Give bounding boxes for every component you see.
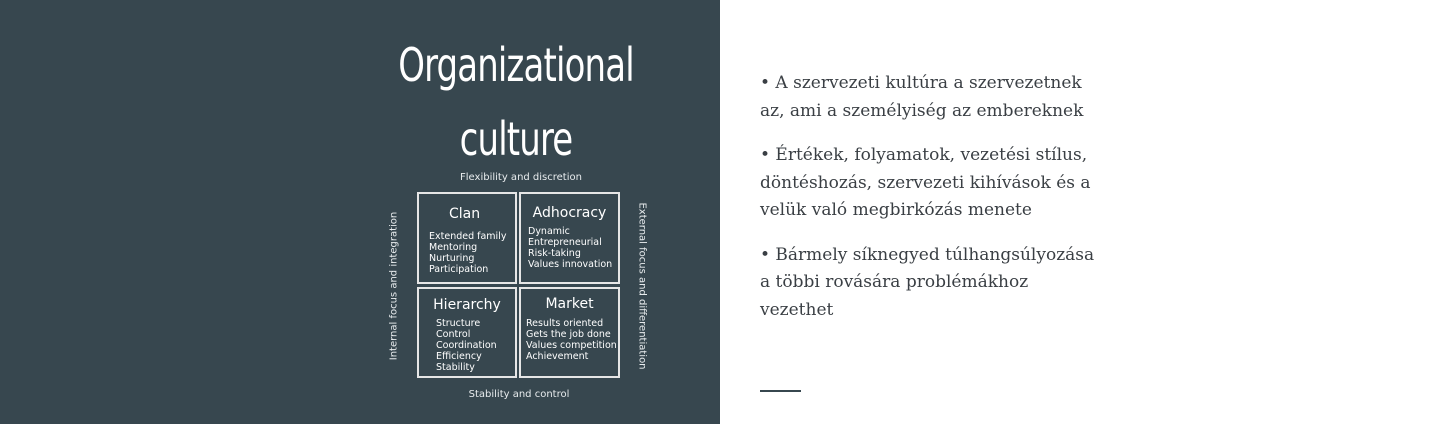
right-panel (720, 0, 1440, 424)
quadrant-item: Values innovation (528, 259, 613, 270)
axis-label-right: External focus and differentiation (636, 202, 648, 370)
quadrant-item: Nurturing (429, 253, 475, 264)
quadrant-title: Market (545, 296, 594, 312)
quadrant-item: Gets the job done (526, 329, 611, 340)
axis-label-top: Flexibility and discretion (460, 172, 582, 183)
quadrant-item: Mentoring (429, 242, 478, 253)
quadrant-adhocracy (519, 192, 620, 284)
quadrant-clan (417, 192, 517, 284)
quadrant-item: Dynamic (528, 226, 570, 237)
quadrant-item: Extended family (429, 231, 507, 242)
quadrant-item: Participation (429, 264, 489, 275)
quadrant-item: Coordination (436, 340, 497, 351)
quadrant-title: Adhocracy (532, 205, 607, 221)
quadrant-item: Control (436, 329, 471, 340)
quadrant-item: Results oriented (526, 318, 604, 329)
quadrant-items (521, 318, 618, 362)
quadrant-item: Stability (436, 362, 475, 373)
quadrant-hierarchy (417, 287, 517, 378)
title-line-2: culture (459, 112, 573, 166)
quadrant-items (419, 231, 515, 275)
quadrant-item: Achievement (526, 351, 589, 362)
bullet-item: • Bármely síknegyed túlhangsúlyozása a többi rovására problémákhoz vezethet (760, 244, 1095, 320)
quadrant-item: Values competition (526, 340, 617, 351)
quadrant-item: Risk-taking (528, 248, 581, 259)
slide-title (363, 28, 668, 176)
axis-label-bottom: Stability and control (468, 389, 570, 400)
quadrant-item: Entrepreneurial (528, 237, 602, 248)
quadrant-item: Structure (436, 318, 481, 329)
bullet-item: • Értékek, folyamatok, vezetési stílus, döntéshozás, szervezeti kihívások és a velük való megbirkózás menete (760, 145, 1091, 220)
title-line-1: Organizational (398, 38, 634, 92)
quadrant-items (521, 226, 618, 270)
quadrant-item: Efficiency (436, 351, 482, 362)
quadrant-title: Clan (449, 206, 481, 222)
bullet-list (760, 70, 1100, 341)
axis-label-left: Internal focus and integration (388, 211, 400, 361)
quadrant-items (419, 318, 515, 373)
quadrant-title: Hierarchy (433, 297, 501, 313)
bullet-item: • A szervezeti kultúra a szervezetnek az, ami a személyiség az embereknek (760, 73, 1084, 121)
divider (760, 390, 801, 392)
quadrant-market (519, 287, 620, 378)
